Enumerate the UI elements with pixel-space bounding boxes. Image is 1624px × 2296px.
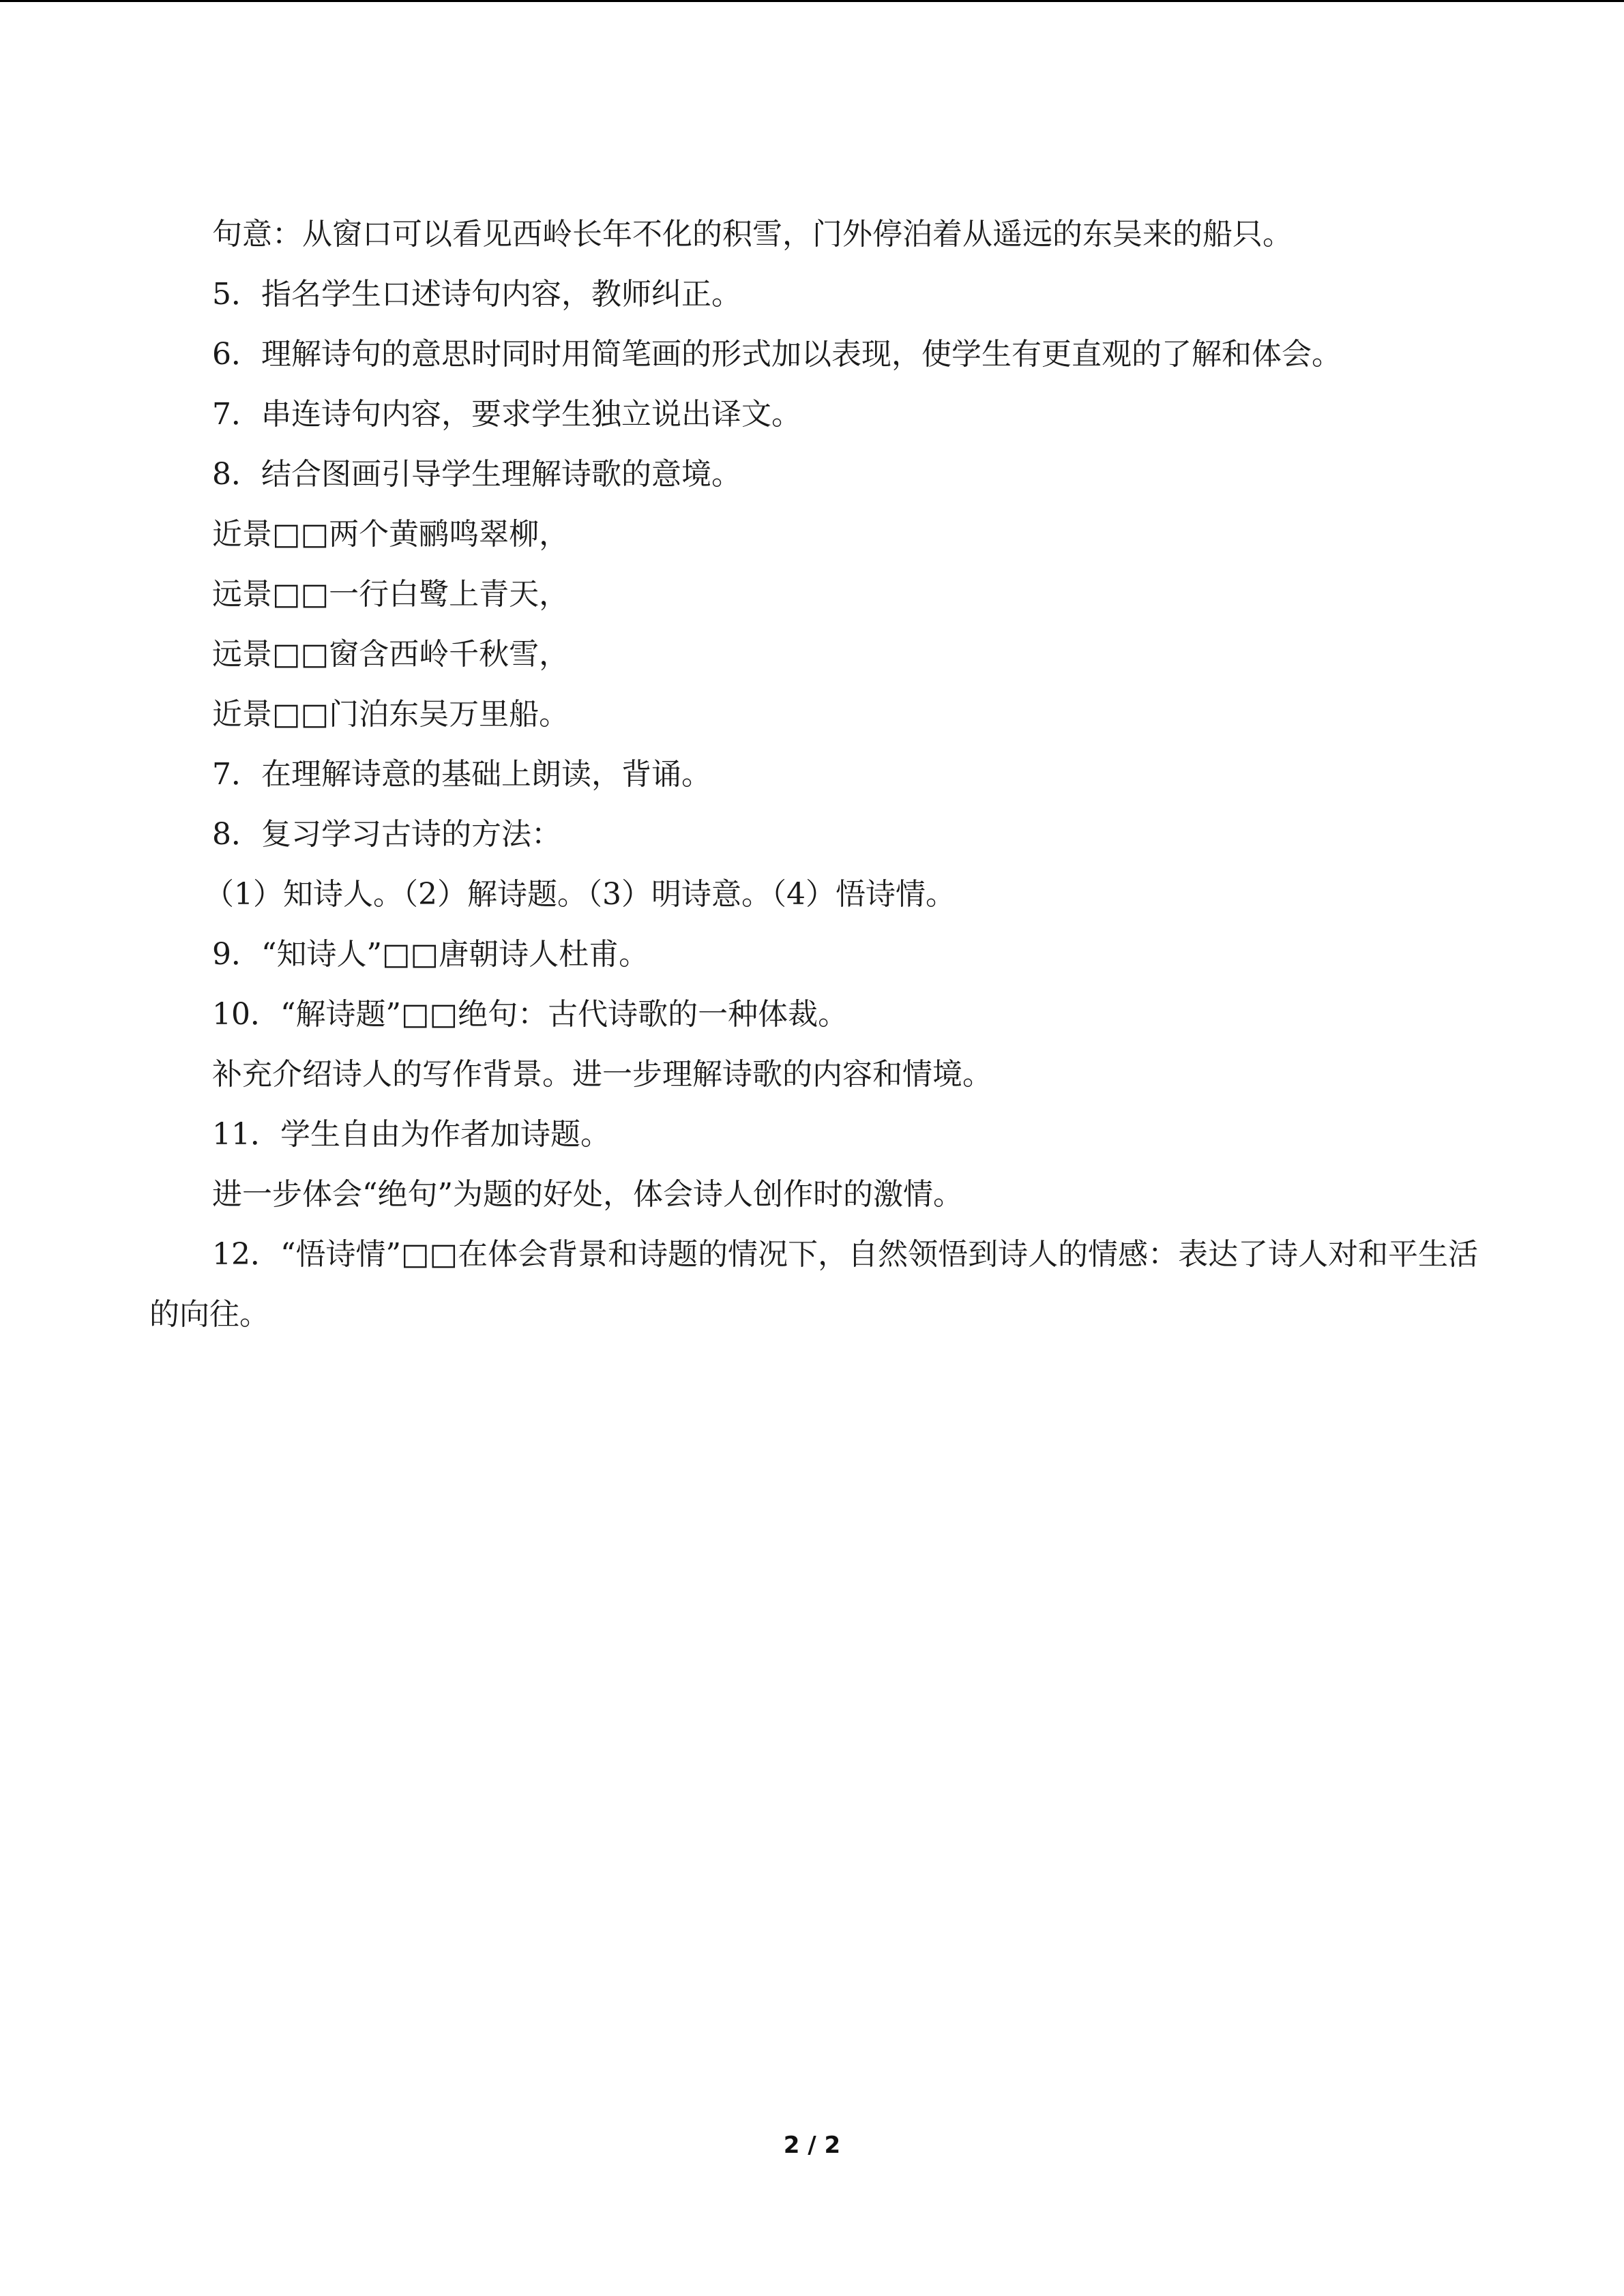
paragraph-step-5: 5．指名学生口述诗句内容，教师纠正。 [212,277,741,312]
paragraph-step-7: 7．串连诗句内容，要求学生独立说出译文。 [212,397,801,432]
paragraph-sentence-meaning: 句意：从窗口可以看见西岭长年不化的积雪，门外停泊着从遥远的东吴来的船只。 [212,217,1293,252]
paragraph-step-8: 8．结合图画引导学生理解诗歌的意境。 [212,457,741,492]
paragraph-step-12: 12．“悟诗情”□□在体会背景和诗题的情况下，自然领悟到诗人的情感：表达了诗人对和平生活的向往。 [149,1237,1479,1332]
paragraph-methods-list: （1）知诗人。（2）解诗题。（3）明诗意。（4）悟诗情。 [204,877,956,912]
paragraph-step-9: 9．“知诗人”□□唐朝诗人杜甫。 [212,937,649,972]
paragraph-step-8b: 8．复习学习古诗的方法： [212,817,561,852]
paragraph-step-7b: 7．在理解诗意的基础上朗读，背诵。 [212,757,711,792]
paragraph-step-11: 11．学生自由为作者加诗题。 [212,1117,610,1152]
page-number: 2 / 2 [783,2132,841,2159]
paragraph-step-10: 10．“解诗题”□□绝句：古代诗歌的一种体裁。 [212,997,848,1032]
top-border-line [0,0,1624,2]
paragraph-step-6: 6．理解诗句的意思时同时用简笔画的形式加以表现，使学生有更直观的了解和体会。 [212,337,1342,372]
paragraph-title-benefit: 进一步体会“绝句”为题的好处，体会诗人创作时的激情。 [212,1177,963,1212]
poem-line-2: 远景□□一行白鹭上青天， [212,577,570,612]
document-body [149,205,1486,1345]
paragraph-background: 补充介绍诗人的写作背景。进一步理解诗歌的内容和情境。 [212,1057,992,1092]
poem-line-4: 近景□□门泊东吴万里船。 [212,697,570,732]
poem-line-3: 远景□□窗含西岭千秋雪， [212,637,570,672]
poem-line-1: 近景□□两个黄鹂鸣翠柳， [212,517,570,552]
